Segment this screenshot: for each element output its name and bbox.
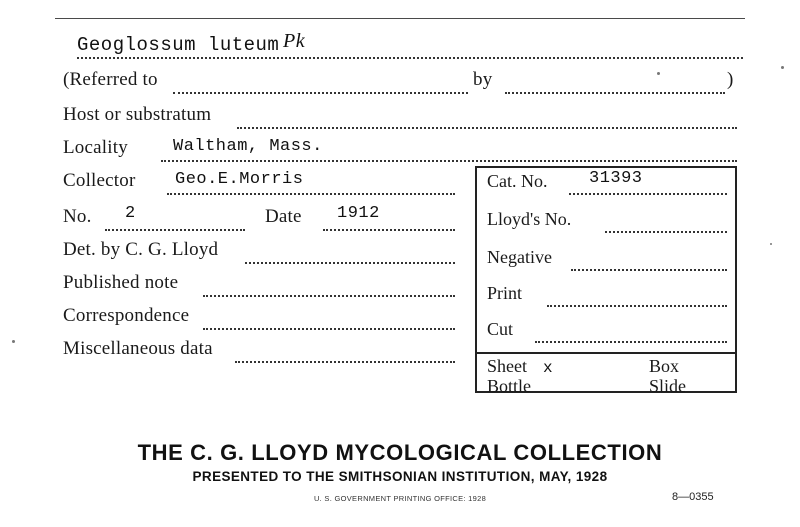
print-row [477, 280, 735, 312]
referred-to-by-label: by [473, 69, 493, 90]
locality-row [55, 135, 745, 167]
specimen-annotation-value: Pk [283, 30, 306, 52]
published-note-label: Published note [63, 272, 179, 293]
collection-subtitle: PRESENTED TO THE SMITHSONIAN INSTITUTION, MAY, 1928 [192, 469, 608, 484]
referred-to-close-paren: ) [727, 69, 734, 90]
negative-label: Negative [487, 247, 552, 267]
lloyds-no-leader [605, 231, 727, 233]
referred-to-leader [173, 92, 468, 94]
card-top-border [55, 18, 745, 19]
collector-label: Collector [63, 170, 136, 191]
box-label: Box [649, 356, 680, 376]
print-leader [547, 305, 727, 307]
correspondence-label: Correspondence [63, 305, 190, 326]
catalog-info-box [475, 166, 737, 396]
collector-leader [167, 193, 455, 195]
published-note-leader [203, 295, 455, 297]
correspondence-leader [203, 328, 455, 330]
host-substratum-row [55, 102, 745, 134]
cat-no-label: Cat. No. [487, 171, 548, 191]
locality-value: Waltham, Mass. [173, 137, 323, 156]
scan-speck [781, 66, 784, 69]
specimen-card [55, 18, 745, 396]
determined-by-label: Det. by C. G. Lloyd [63, 239, 219, 260]
lloyds-no-row [477, 206, 735, 238]
determined-by-leader [245, 262, 455, 264]
sheet-value: x [543, 359, 554, 377]
bottle-slide-row [477, 373, 735, 405]
specimen-name-value: Geoglossum luteum [77, 34, 280, 56]
host-substratum-label: Host or substratum [63, 104, 212, 125]
number-leader [105, 229, 245, 231]
cut-row [477, 316, 735, 348]
cut-label: Cut [487, 319, 514, 339]
cat-no-leader [569, 193, 727, 195]
negative-row [477, 244, 735, 276]
print-label: Print [487, 283, 523, 303]
cut-leader [535, 341, 727, 343]
collector-value: Geo.E.Morris [175, 170, 304, 189]
referred-to-row [55, 67, 745, 99]
form-code: 8—0355 [672, 491, 714, 503]
printing-office-note: U. S. GOVERNMENT PRINTING OFFICE: 1928 [313, 494, 487, 503]
negative-leader [571, 269, 727, 271]
scan-speck [770, 243, 772, 245]
locality-leader [161, 160, 737, 162]
locality-label: Locality [63, 137, 128, 158]
referred-to-label: (Referred to [63, 69, 158, 90]
cat-no-value: 31393 [589, 169, 643, 188]
number-label: No. [63, 206, 92, 227]
date-value: 1912 [337, 204, 380, 223]
cat-no-row [477, 168, 735, 200]
collection-title: THE C. G. LLOYD MYCOLOGICAL COLLECTION [137, 440, 663, 465]
sheet-label: Sheet [487, 356, 527, 376]
host-substratum-leader [237, 127, 737, 129]
miscellaneous-data-label: Miscellaneous data [63, 338, 213, 359]
referred-to-by-leader [505, 92, 725, 94]
date-label: Date [265, 206, 302, 227]
specimen-name-leader [77, 57, 743, 59]
slide-label: Slide [649, 376, 687, 396]
bottle-label: Bottle [487, 376, 531, 396]
lloyds-no-label: Lloyd's No. [487, 209, 572, 229]
number-value: 2 [125, 204, 136, 223]
miscellaneous-data-leader [235, 361, 455, 363]
date-leader [323, 229, 455, 231]
specimen-name-row [55, 32, 745, 64]
scan-speck [12, 340, 15, 343]
